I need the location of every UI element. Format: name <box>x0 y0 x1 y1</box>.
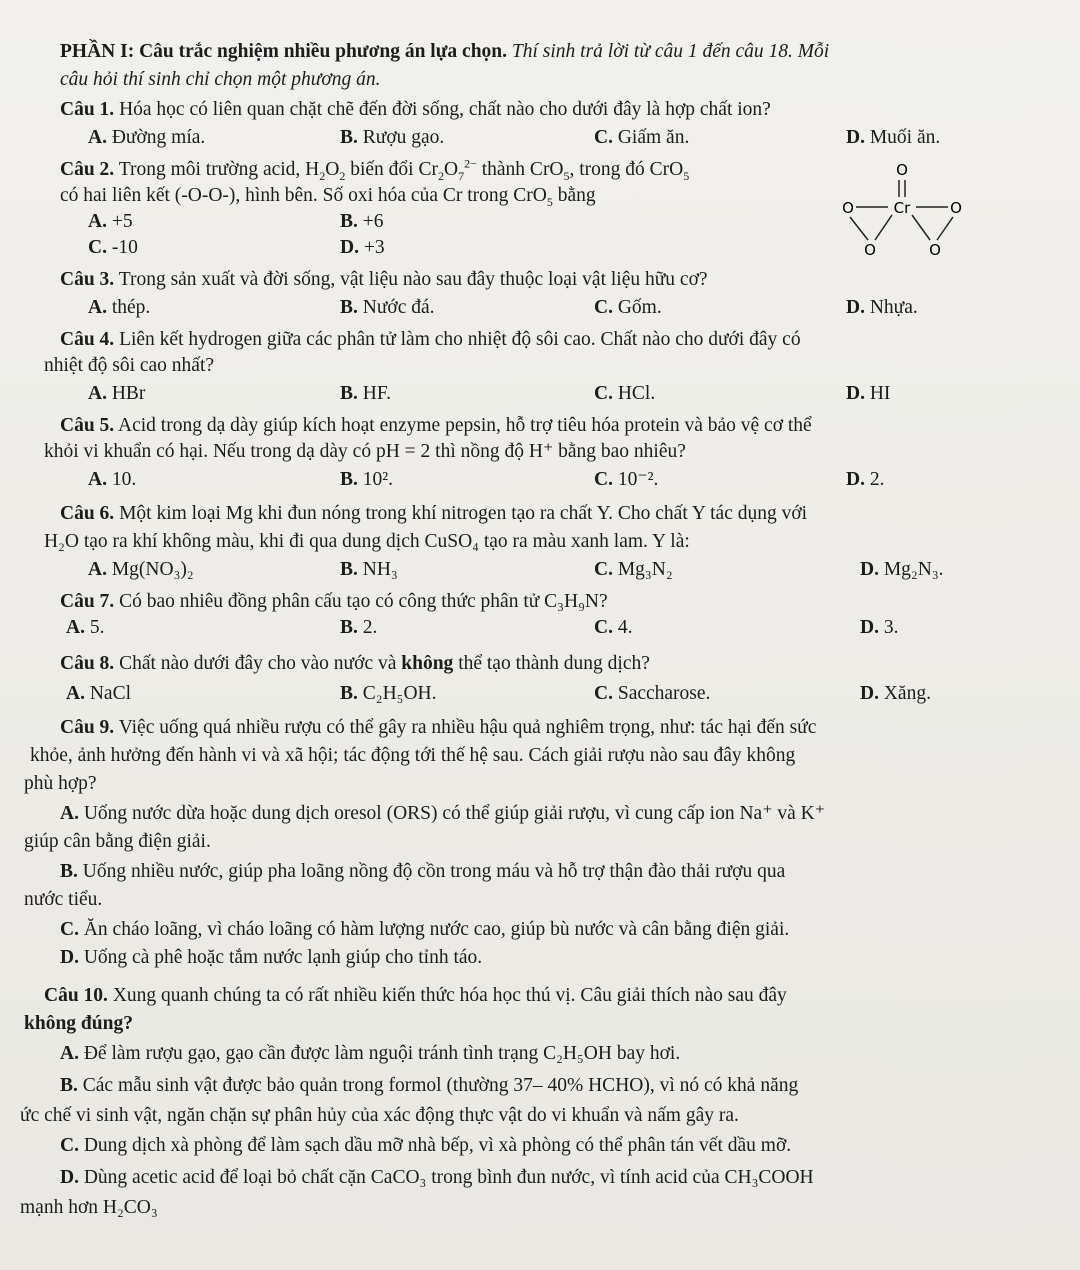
q9-option-a-cont: giúp cân bằng điện giải. <box>24 831 211 852</box>
struct-cr: Cr <box>893 199 911 217</box>
question-2: Câu 2. Trong môi trường acid, $H_2O_2$ biến đổi $Cr_2O_7^{2-}$ thành CrO$_5$, trong đó CrO$_5$ <box>60 156 690 183</box>
q3-option-a[interactable]: A. thép. <box>88 297 151 318</box>
q6-option-d[interactable]: D. Mg₂N₃. <box>860 559 944 580</box>
q2-option-b[interactable]: B. +6 <box>340 211 384 232</box>
part-title: PHẦN I: Câu trắc nghiệm nhiều phương án lựa chọn. <box>60 41 508 62</box>
q4-option-d[interactable]: D. HI <box>846 383 891 404</box>
q7-option-d[interactable]: D. 3. <box>860 617 899 638</box>
question-9: Câu 9. Việc uống quá nhiều rượu có thể gây ra nhiều hậu quả nghiêm trọng, như: tác hại đến sức <box>60 717 817 738</box>
q5-option-a[interactable]: A. 10. <box>88 469 137 490</box>
q1-option-d[interactable]: D. Muối ăn. <box>846 127 941 148</box>
question-7: Câu 7. Có bao nhiêu đồng phân cấu tạo có công thức phân tử C₃H₉N? <box>60 591 608 612</box>
q7-option-b[interactable]: B. 2. <box>340 617 378 638</box>
q2-option-c[interactable]: C. -10 <box>88 237 138 258</box>
q3-option-c[interactable]: C. Gốm. <box>594 297 662 318</box>
question-8: Câu 8. Chất nào dưới đây cho vào nước và không thể tạo thành dung dịch? <box>60 653 650 674</box>
q3-option-d[interactable]: D. Nhựa. <box>846 297 918 318</box>
q10-option-b-cont: ức chế vi sinh vật, ngăn chặn sự phân hủy của xác động thực vật do vi khuẩn và nấm gây ra. <box>20 1105 739 1126</box>
question-9-line-3: phù hợp? <box>24 773 97 794</box>
part-header <box>60 40 829 64</box>
q9-option-b-cont: nước tiểu. <box>24 889 103 910</box>
q1-option-b[interactable]: B. Rượu gạo. <box>340 127 445 148</box>
q2-option-a[interactable]: A. +5 <box>88 211 133 232</box>
question-1 <box>60 98 771 122</box>
part-instruction-1: Thí sinh trả lời từ câu 1 đến câu 18. Mỗi <box>511 41 830 62</box>
struct-o-top: O <box>896 161 908 179</box>
q9-option-c[interactable]: C. Ăn cháo loãng, vì cháo loãng có hàm lượng nước cao, giúp bù nước và cân bằng điện giải. <box>60 919 790 940</box>
q8-option-b[interactable]: B. C₂H₅OH. <box>340 683 437 704</box>
q3-option-b[interactable]: B. Nước đá. <box>340 297 435 318</box>
q6-option-a[interactable]: A. Mg(NO₃)₂ <box>88 559 194 580</box>
q10-option-c[interactable]: C. Dung dịch xà phòng để làm sạch dầu mỡ nhà bếp, vì xà phòng có thể phân tán vết dầu mỡ. <box>60 1135 792 1156</box>
question-2-number: Câu 2. <box>60 159 115 180</box>
question-4: Câu 4. Liên kết hydrogen giữa các phân tử làm cho nhiệt độ sôi cao. Chất nào cho dưới đây có <box>60 329 801 350</box>
q9-option-b[interactable]: B. Uống nhiều nước, giúp pha loãng nồng độ cồn trong máu và hỗ trợ thận đào thải rượu qua <box>60 861 786 882</box>
q9-option-a[interactable]: A. Uống nước dừa hoặc dung dịch oresol (ORS) có thể giúp giải rượu, vì cung cấp ion Na⁺ và K⁺ <box>60 803 826 824</box>
q9-option-d[interactable]: D. Uống cà phê hoặc tắm nước lạnh giúp cho tỉnh táo. <box>60 947 483 968</box>
q6-option-b[interactable]: B. NH₃ <box>340 559 398 580</box>
q8-option-c[interactable]: C. Saccharose. <box>594 683 711 704</box>
question-4-line-2: nhiệt độ sôi cao nhất? <box>44 355 215 376</box>
q6-option-c[interactable]: C. Mg₃N₂ <box>594 559 673 580</box>
part-instruction-2: câu hỏi thí sinh chỉ chọn một phương án. <box>60 69 381 90</box>
q10-option-b[interactable]: B. Các mẫu sinh vật được bảo quản trong formol (thường 37– 40% HCHO), vì nó có khả năng <box>60 1075 799 1096</box>
question-10-line-2: không đúng? <box>24 1013 133 1034</box>
cro5-structure-diagram <box>820 155 960 265</box>
q4-option-c[interactable]: C. HCl. <box>594 383 656 404</box>
q4-option-a[interactable]: A. HBr <box>88 383 146 404</box>
q5-option-b[interactable]: B. 10². <box>340 469 393 490</box>
q2-option-d[interactable]: D. +3 <box>340 237 385 258</box>
question-6-line-2: H₂O tạo ra khí không màu, khi đi qua dung dịch CuSO₄ tạo ra màu xanh lam. Y là: <box>44 531 690 552</box>
q8-option-a[interactable]: A. NaCl <box>66 683 132 704</box>
q10-option-d-cont: mạnh hơn H₂CO₃ <box>20 1197 158 1218</box>
question-1-number: Câu 1. <box>60 99 115 120</box>
question-9-line-2: khỏe, ảnh hưởng đến hành vi và xã hội; tác động tới thế hệ sau. Cách giải rượu nào sau đây không <box>30 745 796 766</box>
question-6: Câu 6. Một kim loại Mg khi đun nóng trong khí nitrogen tạo ra chất Y. Cho chất Y tác dụng với <box>60 503 808 524</box>
struct-o-right: O <box>950 199 962 217</box>
q10-option-a[interactable]: A. Để làm rượu gạo, gạo cần được làm nguội tránh tình trạng C₂H₅OH bay hơi. <box>60 1043 681 1064</box>
q1-option-a[interactable]: A. Đường mía. <box>88 127 206 148</box>
question-10: Câu 10. Xung quanh chúng ta có rất nhiều kiến thức hóa học thú vị. Câu giải thích nào sau đây <box>44 985 787 1006</box>
q7-option-a[interactable]: A. 5. <box>66 617 105 638</box>
struct-o-bottom-left: O <box>864 241 876 259</box>
question-5-line-2: khỏi vi khuẩn có hại. Nếu trong dạ dày có pH = 2 thì nồng độ H⁺ bằng bao nhiêu? <box>44 441 686 462</box>
q8-option-d[interactable]: D. Xăng. <box>860 683 931 704</box>
question-3: Câu 3. Trong sản xuất và đời sống, vật liệu nào sau đây thuộc loại vật liệu hữu cơ? <box>60 269 708 290</box>
question-5: Câu 5. Acid trong dạ dày giúp kích hoạt enzyme pepsin, hỗ trợ tiêu hóa protein và bảo vệ cơ thể <box>60 415 812 436</box>
q10-option-d[interactable]: D. Dùng acetic acid để loại bỏ chất cặn CaCO₃ trong bình đun nước, vì tính acid của CH₃COOH <box>60 1167 814 1188</box>
struct-o-left: O <box>842 199 854 217</box>
question-1-text: Hóa học có liên quan chặt chẽ đến đời sống, chất nào cho dưới đây là hợp chất ion? <box>119 99 771 120</box>
question-2-line-2: có hai liên kết (-O-O-), hình bên. Số oxi hóa của Cr trong CrO$_5$ bằng <box>60 185 596 209</box>
q5-option-d[interactable]: D. 2. <box>846 469 885 490</box>
struct-o-bottom-right: O <box>929 241 941 259</box>
q1-option-c[interactable]: C. Giấm ăn. <box>594 127 690 148</box>
q7-option-c[interactable]: C. 4. <box>594 617 633 638</box>
q4-option-b[interactable]: B. HF. <box>340 383 392 404</box>
q5-option-c[interactable]: C. 10⁻². <box>594 469 659 490</box>
